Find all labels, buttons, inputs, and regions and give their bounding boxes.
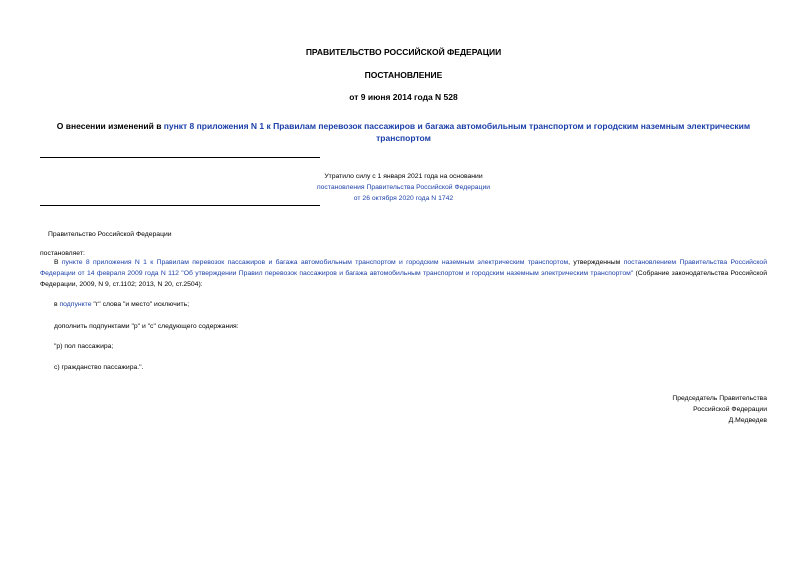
signature-position: Председатель Правительства (672, 395, 767, 402)
notice-link-resolution[interactable]: постановления Правительства Российской Федерации (316, 184, 491, 191)
signature-name: Д.Медведев (728, 417, 767, 424)
add-paragraph: дополнить подпунктами "р" и "с" следующего содержания: (54, 323, 239, 330)
subpoint-link[interactable]: подпункте (59, 301, 92, 308)
resolves-label: постановляет: (40, 250, 85, 257)
exclude-paragraph (54, 299, 189, 310)
main-text: , утвержденным (568, 259, 624, 266)
main-link-resolution-112[interactable]: постановлением Правительства Российской Федерации от 14 февраля 2009 года N 112 "Об утверждении Правил перевозок пассажиров и багажа автомобильным транспортом и городским наземным электрическим транспортом" (40, 259, 767, 277)
divider-top (40, 157, 320, 158)
government-label: Правительство Российской Федерации (48, 231, 172, 238)
title-prefix: О внесении изменений в (56, 121, 164, 131)
divider-bottom (40, 205, 320, 206)
government-heading: ПРАВИТЕЛЬСТВО РОССИЙСКОЙ ФЕДЕРАЦИИ (305, 47, 502, 57)
main-paragraph (40, 257, 767, 290)
item-r: "р) пол пассажира; (54, 343, 114, 350)
document-type-heading: ПОСТАНОВЛЕНИЕ (364, 70, 443, 80)
notice-line: Утратило силу с 1 января 2021 года на основании (324, 173, 483, 180)
document-date-number: от 9 июня 2014 года N 528 (349, 92, 458, 102)
main-text: В (54, 259, 62, 266)
document-title (40, 120, 767, 144)
main-link-rules-point[interactable]: пункте 8 приложения N 1 к Правилам перевозок пассажиров и багажа автомобильным транспортом и городским наземным электрическим транспортом (61, 259, 569, 266)
exclude-text: "г" слова "и место" исключить; (91, 301, 190, 308)
main-text: (Собрание законодательства Российской Федерации, 2009, N 9, ст.1102; 2013, N 20, ст.2504): (40, 270, 767, 288)
exclude-text: в (54, 301, 60, 308)
item-s: с) гражданство пассажира.". (54, 364, 144, 371)
signature-org: Российской Федерации (693, 406, 767, 413)
expiry-notice (260, 171, 547, 204)
notice-link-date[interactable]: от 26 октября 2020 года N 1742 (353, 195, 454, 202)
title-link[interactable]: пункт 8 приложения N 1 к Правилам перевозок пассажиров и багажа автомобильным транспортом и городским наземным электрическим транспортом (163, 121, 751, 143)
signature-block (672, 393, 767, 426)
